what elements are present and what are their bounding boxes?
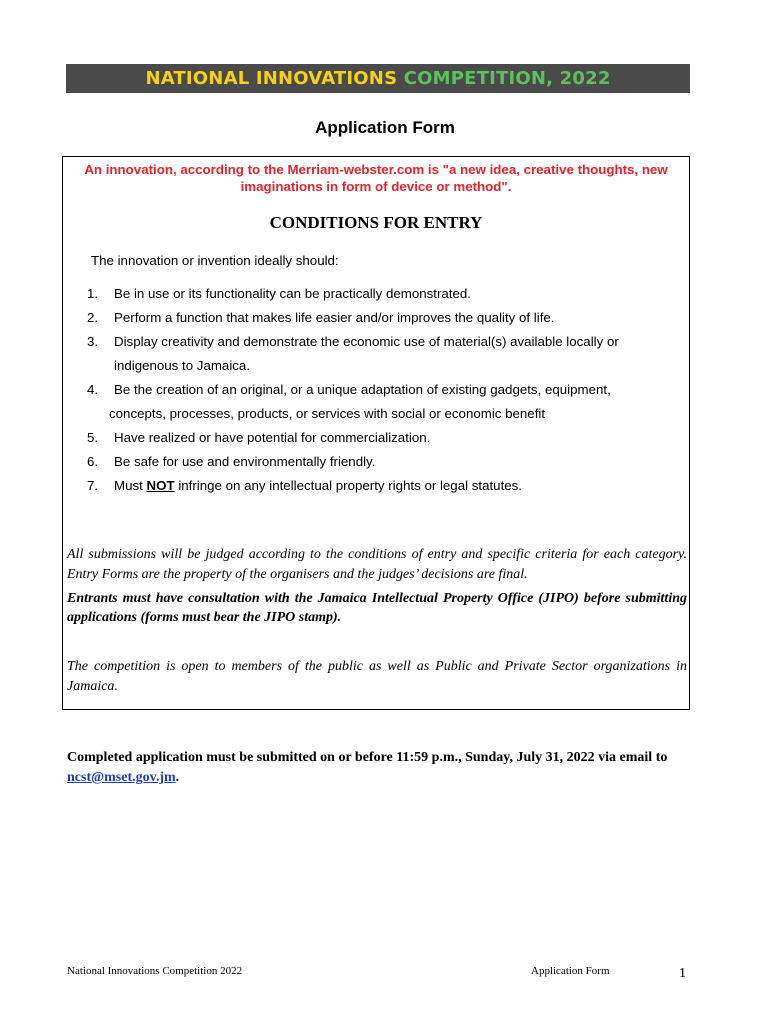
condition-text-continued: concepts, processes, products, or services with social or economic benefit	[109, 406, 546, 421]
footer-left: National Innovations Competition 2022	[67, 965, 243, 977]
competition-banner	[66, 64, 690, 93]
condition-text: Display creativity and demonstrate the economic use of material(s) available locally or	[114, 334, 619, 349]
innovation-definition: An innovation, according to the Merriam-webster.com is "a new idea, creative thoughts, new imaginations in form of device or method".	[84, 162, 668, 194]
jipo-note: Entrants must have consultation with the Jamaica Intellectual Property Office (JIPO) before submitting applications (forms must bear the JIPO stamp).	[67, 591, 687, 625]
condition-number: 1.	[87, 286, 99, 301]
conditions-box	[62, 156, 690, 710]
eligibility-note: The competition is open to members of the public as well as Public and Private Sector organizations in Jamaica.	[67, 659, 687, 694]
condition-text: Perform a function that makes life easier and/or improves the quality of life.	[114, 310, 555, 325]
condition-number: 6.	[87, 454, 99, 469]
condition-text	[114, 478, 522, 493]
banner-title-part2: COMPETITION, 2022	[403, 68, 611, 89]
condition-number: 2.	[87, 310, 99, 325]
banner-title-part1: NATIONAL INNOVATIONS	[145, 68, 398, 89]
condition-number: 3.	[87, 334, 99, 349]
submission-deadline	[67, 748, 687, 788]
condition-text: Be safe for use and environmentally friendly.	[114, 454, 376, 469]
page-title: Application Form	[315, 118, 455, 137]
submission-end: .	[175, 770, 180, 785]
email-link[interactable]: ncst@mset.gov.jm	[67, 770, 176, 785]
condition-text: Be in use or its functionality can be practically demonstrated.	[114, 286, 471, 301]
condition-text-continued: indigenous to Jamaica.	[114, 358, 251, 373]
condition-number: 4.	[87, 382, 99, 397]
condition-text-pre: Must	[114, 478, 143, 493]
condition-number: 7.	[87, 478, 99, 493]
condition-text: Have realized or have potential for commercialization.	[114, 430, 431, 445]
submission-text: Completed application must be submitted on or before 11:59 p.m., Sunday, July 31, 2022 via email to	[67, 750, 668, 765]
condition-text-post: infringe on any intellectual property rights or legal statutes.	[178, 478, 523, 493]
condition-text: Be the creation of an original, or a unique adaptation of existing gadgets, equipment,	[114, 382, 611, 397]
page-number: 1	[679, 966, 686, 981]
condition-emphasis-not: NOT	[146, 478, 175, 493]
condition-number: 5.	[87, 430, 99, 445]
judging-note: All submissions will be judged according to the conditions of entry and specific criteria for each category. Entry Forms are the property of the organisers and the judges’ decisions are final.	[67, 547, 687, 582]
conditions-lead: The innovation or invention ideally should:	[91, 253, 339, 268]
footer-right: Application Form	[531, 965, 610, 977]
conditions-heading: CONDITIONS FOR ENTRY	[269, 213, 483, 232]
